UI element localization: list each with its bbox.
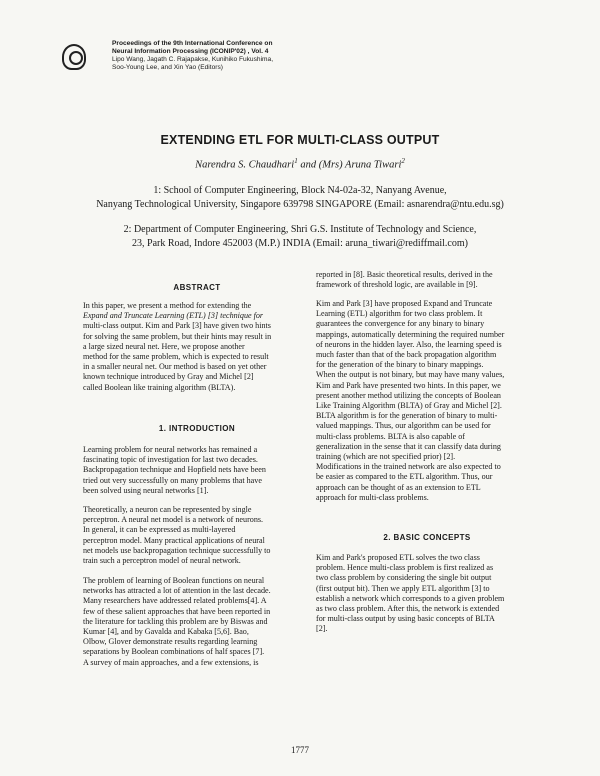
text-line: method for the same problem, which is expected to result bbox=[83, 352, 269, 362]
proceedings-line: Neural Information Processing (ICONIP'02) , Vol. 4 bbox=[112, 48, 269, 55]
proceedings-editors: Soo-Young Lee, and Xin Yao (Editors) bbox=[112, 64, 223, 71]
text-line: multi-class output. Kim and Park [3] have given two hints bbox=[83, 321, 271, 331]
paper-title: EXTENDING ETL FOR MULTI-CLASS OUTPUT bbox=[160, 133, 440, 147]
text-line: present another method utilizing the concepts of Boolean bbox=[316, 390, 501, 400]
right-paragraph-concepts bbox=[316, 553, 538, 635]
author-1: Narendra S. Chaudhari bbox=[195, 159, 295, 171]
page-number: 1777 bbox=[291, 745, 309, 755]
text-line: Theoretically, a neuron can be represented by single bbox=[83, 505, 252, 514]
text-line: approach can be thought of as an extension to ETL bbox=[316, 482, 481, 492]
text-line: mappings, automatically determining the required number bbox=[316, 329, 505, 339]
text-line: tried out very successfully on many problems that have bbox=[83, 475, 262, 485]
text-line: BLTA algorithm is for the generation of binary to multi- bbox=[316, 411, 498, 421]
author-2-mark: 2 bbox=[401, 157, 405, 165]
text-line: [2]. bbox=[316, 624, 328, 634]
right-paragraph-etl bbox=[316, 299, 538, 503]
text-line: been solved using neural networks [1]. bbox=[83, 485, 209, 495]
abstract-heading: ABSTRACT bbox=[173, 283, 221, 292]
text-line: When the output is not binary, but may have many values, bbox=[316, 370, 505, 380]
intro-paragraph-3 bbox=[83, 576, 311, 668]
proceedings-line: Proceedings of the 9th International Conference on bbox=[112, 40, 273, 47]
author-1-mark: 1 bbox=[294, 157, 298, 165]
author-line bbox=[0, 157, 600, 171]
text-line: Kumar [4], and by Gavalda and Kabaka [5,6]. Bao, bbox=[83, 627, 249, 637]
text-line: approach for multi-class problems. bbox=[316, 492, 429, 502]
abstract-body bbox=[83, 301, 311, 393]
text-line: reported in [8]. Basic theoretical results, derived in the bbox=[316, 270, 493, 279]
text-line: Kim and Park's proposed ETL solves the two class bbox=[316, 553, 480, 562]
affiliation-line: 23, Park Road, Indore 452003 (M.P.) INDIA (Email: aruna_tiwari@rediffmail.com) bbox=[132, 238, 468, 249]
text-line: perceptron model. Many practical applications of neural bbox=[83, 535, 265, 545]
text-line: Backpropagation technique and Hopfield nets have been bbox=[83, 465, 266, 475]
introduction-heading: 1. INTRODUCTION bbox=[158, 424, 236, 433]
affiliation-line: Nanyang Technological University, Singapore 639798 SINGAPORE (Email: asnarendra@ntu.edu.sg) bbox=[96, 199, 504, 210]
text-line: perceptron. A neural net model is a network of neurons. bbox=[83, 515, 264, 525]
text-line: In general, it can be expressed as multi-layered bbox=[83, 525, 236, 535]
author-separator: and bbox=[297, 159, 319, 171]
text-line: two class problem by considering the single bit output bbox=[316, 573, 492, 583]
text-line: framework of threshold logic, are available in [9]. bbox=[316, 280, 478, 290]
text-line: separations by Boolean combinations of half spaces [7]. bbox=[83, 647, 265, 657]
text-line: networks has attracted a lot of attention in the last decade. bbox=[83, 586, 271, 596]
text-line: Modifications in the trained network are also expected to bbox=[316, 462, 501, 472]
author-2: (Mrs) Aruna Tiwari bbox=[318, 159, 402, 171]
intro-paragraph-1 bbox=[83, 445, 311, 496]
text-line: Like Training Algorithm (BLTA) of Gray and Michel [2]. bbox=[316, 401, 502, 411]
text-line: establish a network which corresponds to a given problem bbox=[316, 593, 505, 603]
text-line: multi-class problems. BLTA is also capable of bbox=[316, 431, 465, 441]
affiliation-1 bbox=[0, 184, 600, 212]
text-line: for solving the same problem, but their hints may result in bbox=[83, 331, 272, 341]
text-line: Olbow, Glover demonstrate results regarding learning bbox=[83, 637, 258, 647]
text-line: few of these salient approaches that have been reported in bbox=[83, 606, 271, 616]
text-line: the literature for tackling this problem are by Biswas and bbox=[83, 616, 268, 626]
text-line: guarantees the convergence for any binary to binary bbox=[316, 319, 485, 329]
proceedings-editors: Lipo Wang, Jagath C. Rajapakse, Kunihiko Fukushima, bbox=[112, 56, 274, 63]
conference-logo-icon bbox=[62, 44, 86, 70]
text-line: Expand and Truncate Learning (ETL) [3] technique for bbox=[83, 311, 264, 321]
text-line: for multi-class output by using basic concepts of BLTA bbox=[316, 614, 495, 624]
text-line: in a smaller neural net. Our method is based on yet other bbox=[83, 362, 267, 372]
affiliation-2 bbox=[0, 223, 600, 251]
text-line: training (which are not specified prior) [2]. bbox=[316, 452, 456, 462]
right-continuation bbox=[316, 270, 538, 290]
affiliation-line: 1: School of Computer Engineering, Block N4-02a-32, Nanyang Avenue, bbox=[153, 185, 447, 196]
text-line: Many researchers have addressed related problems[4]. A bbox=[83, 596, 267, 606]
text-line: Learning problem for neural networks has remained a bbox=[83, 445, 258, 454]
text-line: for the generation of the binary to binary mappings. bbox=[316, 360, 484, 370]
text-line: Kim and Park have presented two hints. In this paper, we bbox=[316, 380, 501, 390]
text-line: train such a perceptron model of neural network. bbox=[83, 556, 241, 566]
text-line: (first output bit). Then we apply ETL algorithm [3] to bbox=[316, 583, 490, 593]
basic-concepts-heading: 2. BASIC CONCEPTS bbox=[383, 533, 471, 542]
text-line: much faster than that of the back propagation algorithm bbox=[316, 350, 497, 360]
text-line: valued mappings. Thus, our algorithm can be used for bbox=[316, 421, 491, 431]
intro-paragraph-2 bbox=[83, 505, 311, 566]
text-line: problem. Hence multi-class problem is first realized as bbox=[316, 563, 494, 573]
text-line: Learning (ETL) algorithm for two class problem. It bbox=[316, 309, 483, 319]
text-line: as two class problem. After this, the network is extended bbox=[316, 604, 500, 614]
text-line: net models use backpropagation technique successfully to bbox=[83, 545, 271, 555]
text-line: a large sized neural net. Here, we propose another bbox=[83, 341, 245, 351]
text-line: The problem of learning of Boolean functions on neural bbox=[83, 576, 265, 585]
text-line: of neurons in the hidden layer. Also, the learning speed is bbox=[316, 339, 502, 349]
text-line: known technique introduced by Gray and Michel [2] bbox=[83, 372, 254, 382]
text-line: Kim and Park [3] have proposed Expand and Truncate bbox=[316, 299, 493, 308]
affiliation-line: 2: Department of Computer Engineering, Shri G.S. Institute of Technology and Science, bbox=[123, 224, 477, 235]
text-line: generalization in the sense that it can classify data during bbox=[316, 441, 501, 451]
text-line: fascinating topic of investigation for last two decades. bbox=[83, 455, 258, 465]
text-line: In this paper, we present a method for extending the bbox=[83, 301, 252, 310]
text-line: A survey of main approaches, and a few extensions, is bbox=[83, 657, 259, 667]
text-line: be easier as compared to the ETL algorithm. Thus, our bbox=[316, 472, 493, 482]
text-line: called Boolean like training algorithm (BLTA). bbox=[83, 382, 236, 392]
proceedings-header bbox=[112, 40, 273, 72]
